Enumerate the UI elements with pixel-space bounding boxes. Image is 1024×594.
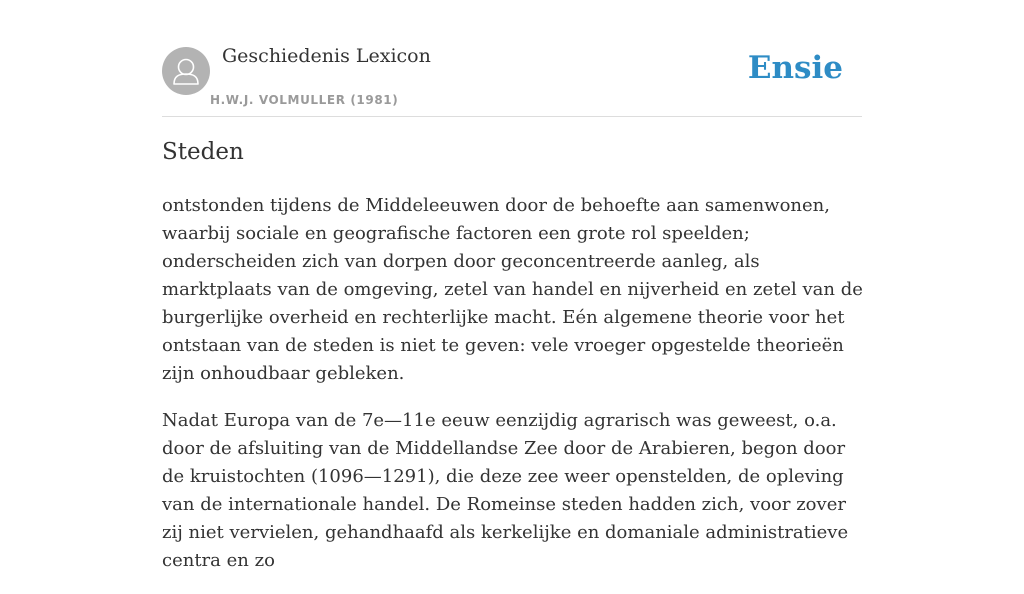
page [162,0,863,571]
entry-paragraph: ontstonden tijdens de Middeleeuwen door de behoefte aan samenwonen, waarbij sociale en geografische factoren een grote rol speelden; onderscheiden zich van dorpen door geconcentreerde aanleg, als marktplaats van de omgeving, zetel van handel en nijverheid en zetel van de burgerlijke overheid en rechterlijke macht. Eén algemene theorie voor het ontstaan van de steden is niet te geven: vele vroeger opgestelde theorieën zijn onhoudbaar gebleken. [162,195,863,384]
entry-paragraph: Nadat Europa van de 7e—11e eeuw eenzijdig agrarisch was geweest, o.a. door de afsluiting van de Middellandse Zee door de Arabieren, begon door de kruistochten (1096—1291), die deze zee weer openstelden, de opleving van de internationale handel. De Romeinse steden hadden zich, voor zover zij niet vervielen, gehandhaafd als kerkelijke en domaniale administratieve centra en zo [162,410,849,571]
entry-body [162,192,868,594]
user-icon [162,47,210,95]
lexicon-title[interactable]: Geschiedenis Lexicon [222,45,431,67]
avatar[interactable] [162,47,210,95]
entry-title: Steden [162,139,244,165]
brand-logo[interactable]: Ensie [747,50,843,86]
lexicon-author[interactable]: H.W.J. VOLMULLER (1981) [210,93,399,107]
header [162,0,862,117]
